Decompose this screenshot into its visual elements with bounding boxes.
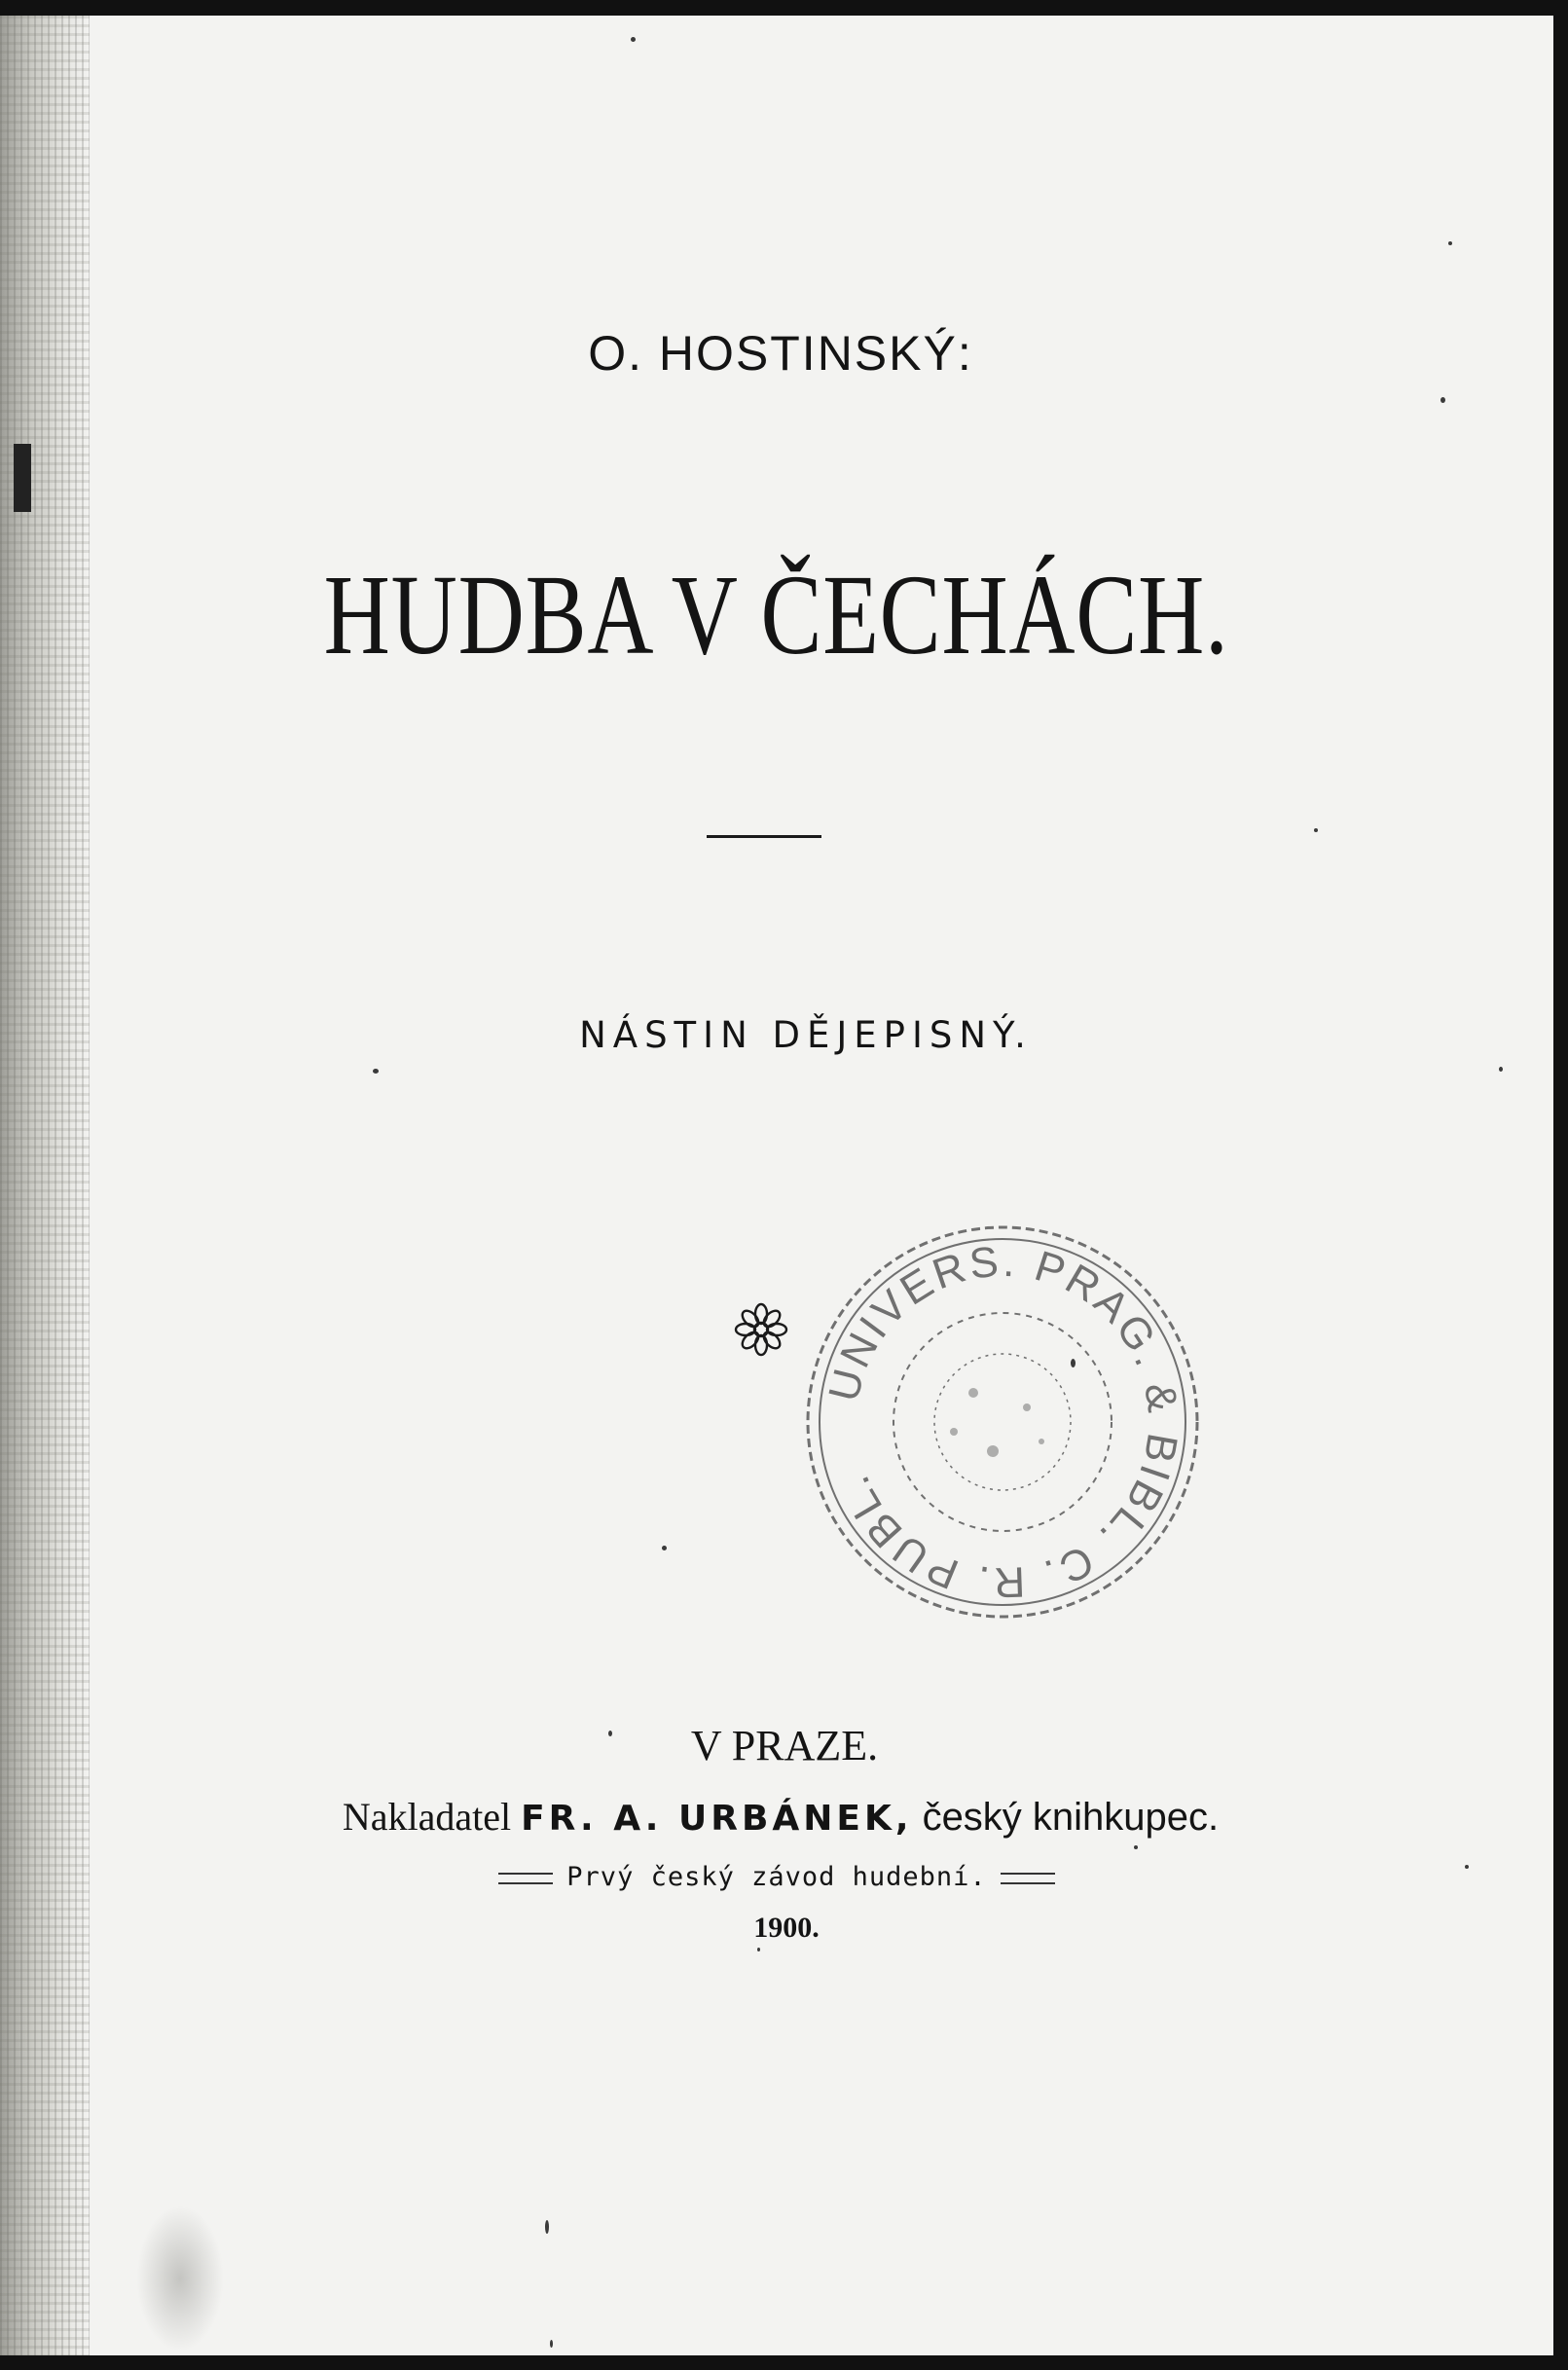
publisher-trade: český knihkupec. — [922, 1796, 1220, 1839]
tagline-rule-right — [1001, 1873, 1055, 1884]
publisher-label: Nakladatel — [342, 1795, 512, 1839]
author-name: O. HOSTINSKÝ: — [588, 326, 973, 381]
stamp-text: UNIVERS. PRAG. & BIBL. C. R. PUBL. — [820, 1237, 1187, 1607]
publisher-tagline: Prvý český závod hudební. — [566, 1862, 987, 1892]
publisher-line — [0, 1794, 1557, 1840]
paper-smudge — [136, 2206, 224, 2352]
rosette-ornament-icon — [732, 1300, 790, 1359]
binding-mark — [14, 444, 31, 512]
publisher-name: FR. A. URBÁNEK, — [521, 1799, 913, 1839]
publication-year: 1900. — [753, 1912, 820, 1944]
publication-place: V PRAZE. — [690, 1722, 879, 1769]
tagline-rule-left — [498, 1873, 553, 1884]
title-page — [0, 16, 1553, 2355]
library-stamp — [798, 1208, 1207, 1636]
publisher-tagline-line — [0, 1862, 1553, 1892]
book-subtitle: NÁSTIN DĚJEPISNÝ. — [579, 1014, 1033, 1056]
title-divider-rule — [707, 835, 821, 838]
book-title: HUDBA V ČECHÁCH. — [323, 551, 1229, 678]
